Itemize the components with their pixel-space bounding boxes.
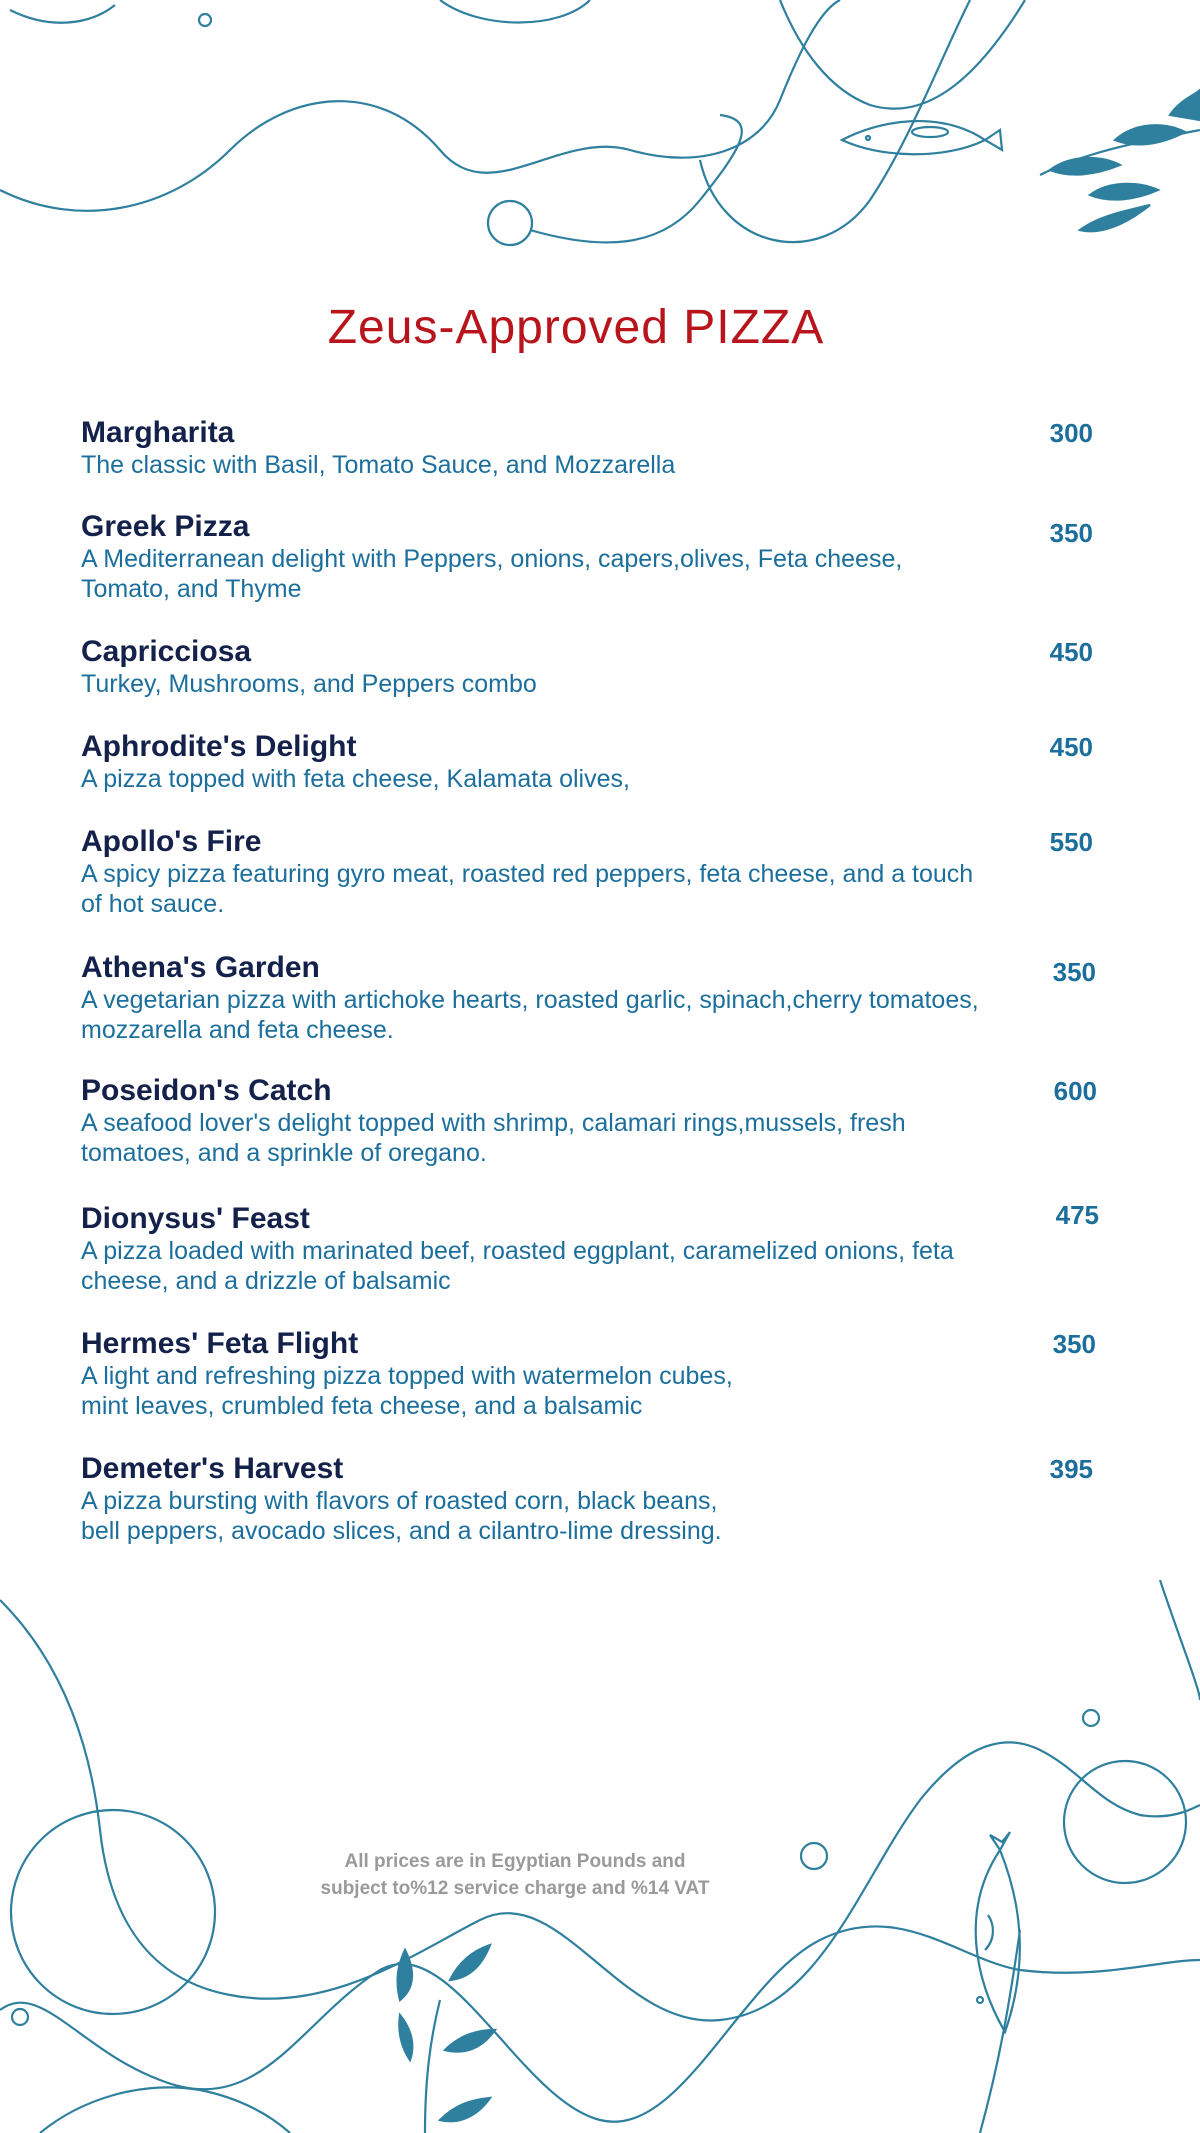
item-price: 600 bbox=[1053, 1076, 1097, 1106]
menu-item bbox=[81, 1202, 1101, 1296]
menu-item bbox=[81, 635, 1101, 699]
item-name: Apollo's Fire bbox=[81, 825, 262, 858]
item-name: Capricciosa bbox=[81, 635, 252, 668]
item-price: 450 bbox=[1049, 732, 1093, 762]
item-name: Hermes' Feta Flight bbox=[81, 1327, 359, 1360]
pizza-menu-list bbox=[81, 416, 1101, 1546]
item-description: Turkey, Mushrooms, and Peppers combo bbox=[81, 670, 537, 698]
item-description: A pizza bursting with flavors of roasted corn, black beans, bell peppers, avocado slices, and a cilantro-lime dressing. bbox=[81, 1487, 722, 1545]
menu-item bbox=[81, 510, 1101, 604]
item-name: Dionysus' Feast bbox=[81, 1202, 310, 1235]
olive-branch-icon bbox=[398, 1945, 495, 2133]
menu-item bbox=[81, 730, 1101, 794]
item-description: A vegetarian pizza with artichoke hearts, roasted garlic, spinach,cherry tomatoes, mozzarella and feta cheese. bbox=[81, 986, 979, 1044]
item-description: A pizza loaded with marinated beef, roasted eggplant, caramelized onions, feta cheese, and a drizzle of balsamic bbox=[81, 1237, 954, 1295]
menu-item bbox=[81, 951, 1101, 1045]
item-name: Margharita bbox=[81, 416, 235, 449]
item-price: 475 bbox=[1055, 1200, 1099, 1230]
menu-item bbox=[81, 1327, 1101, 1421]
item-price: 350 bbox=[1049, 518, 1093, 548]
menu-item bbox=[81, 1074, 1101, 1168]
item-description: A light and refreshing pizza topped with watermelon cubes, mint leaves, crumbled feta cheese, and a balsamic bbox=[81, 1362, 733, 1420]
item-price: 550 bbox=[1049, 827, 1093, 857]
item-description: A Mediterranean delight with Peppers, onions, capers,olives, Feta cheese, Tomato, and Thyme bbox=[81, 545, 903, 603]
price-disclaimer: All prices are in Egyptian Pounds and subject to%12 service charge and %14 VAT bbox=[320, 1851, 710, 1899]
menu-item bbox=[81, 416, 1101, 480]
item-description: A seafood lover's delight topped with shrimp, calamari rings,mussels, fresh tomatoes, and a sprinkle of oregano. bbox=[81, 1109, 906, 1167]
item-name: Demeter's Harvest bbox=[81, 1452, 344, 1485]
item-name: Greek Pizza bbox=[81, 510, 250, 543]
olive-branch-icon bbox=[1040, 90, 1200, 231]
item-price: 300 bbox=[1049, 418, 1093, 448]
fish-icon bbox=[976, 1832, 1020, 2032]
menu-title: Zeus-Approved PIZZA bbox=[327, 301, 825, 354]
item-name: Athena's Garden bbox=[81, 951, 320, 984]
top-wave-decoration bbox=[0, 0, 1200, 260]
menu-item bbox=[81, 1452, 1101, 1546]
item-description: The classic with Basil, Tomato Sauce, and Mozzarella bbox=[81, 451, 676, 479]
fish-icon bbox=[842, 121, 1002, 154]
menu-item bbox=[81, 825, 1101, 919]
item-price: 350 bbox=[1052, 1329, 1096, 1359]
item-description: A pizza topped with feta cheese, Kalamata olives, bbox=[81, 765, 630, 793]
item-name: Aphrodite's Delight bbox=[81, 730, 357, 763]
item-description: A spicy pizza featuring gyro meat, roasted red peppers, feta cheese, and a touch of hot sauce. bbox=[81, 860, 974, 918]
item-name: Poseidon's Catch bbox=[81, 1074, 332, 1107]
item-price: 350 bbox=[1052, 957, 1096, 987]
item-price: 395 bbox=[1049, 1454, 1093, 1484]
item-price: 450 bbox=[1049, 637, 1093, 667]
